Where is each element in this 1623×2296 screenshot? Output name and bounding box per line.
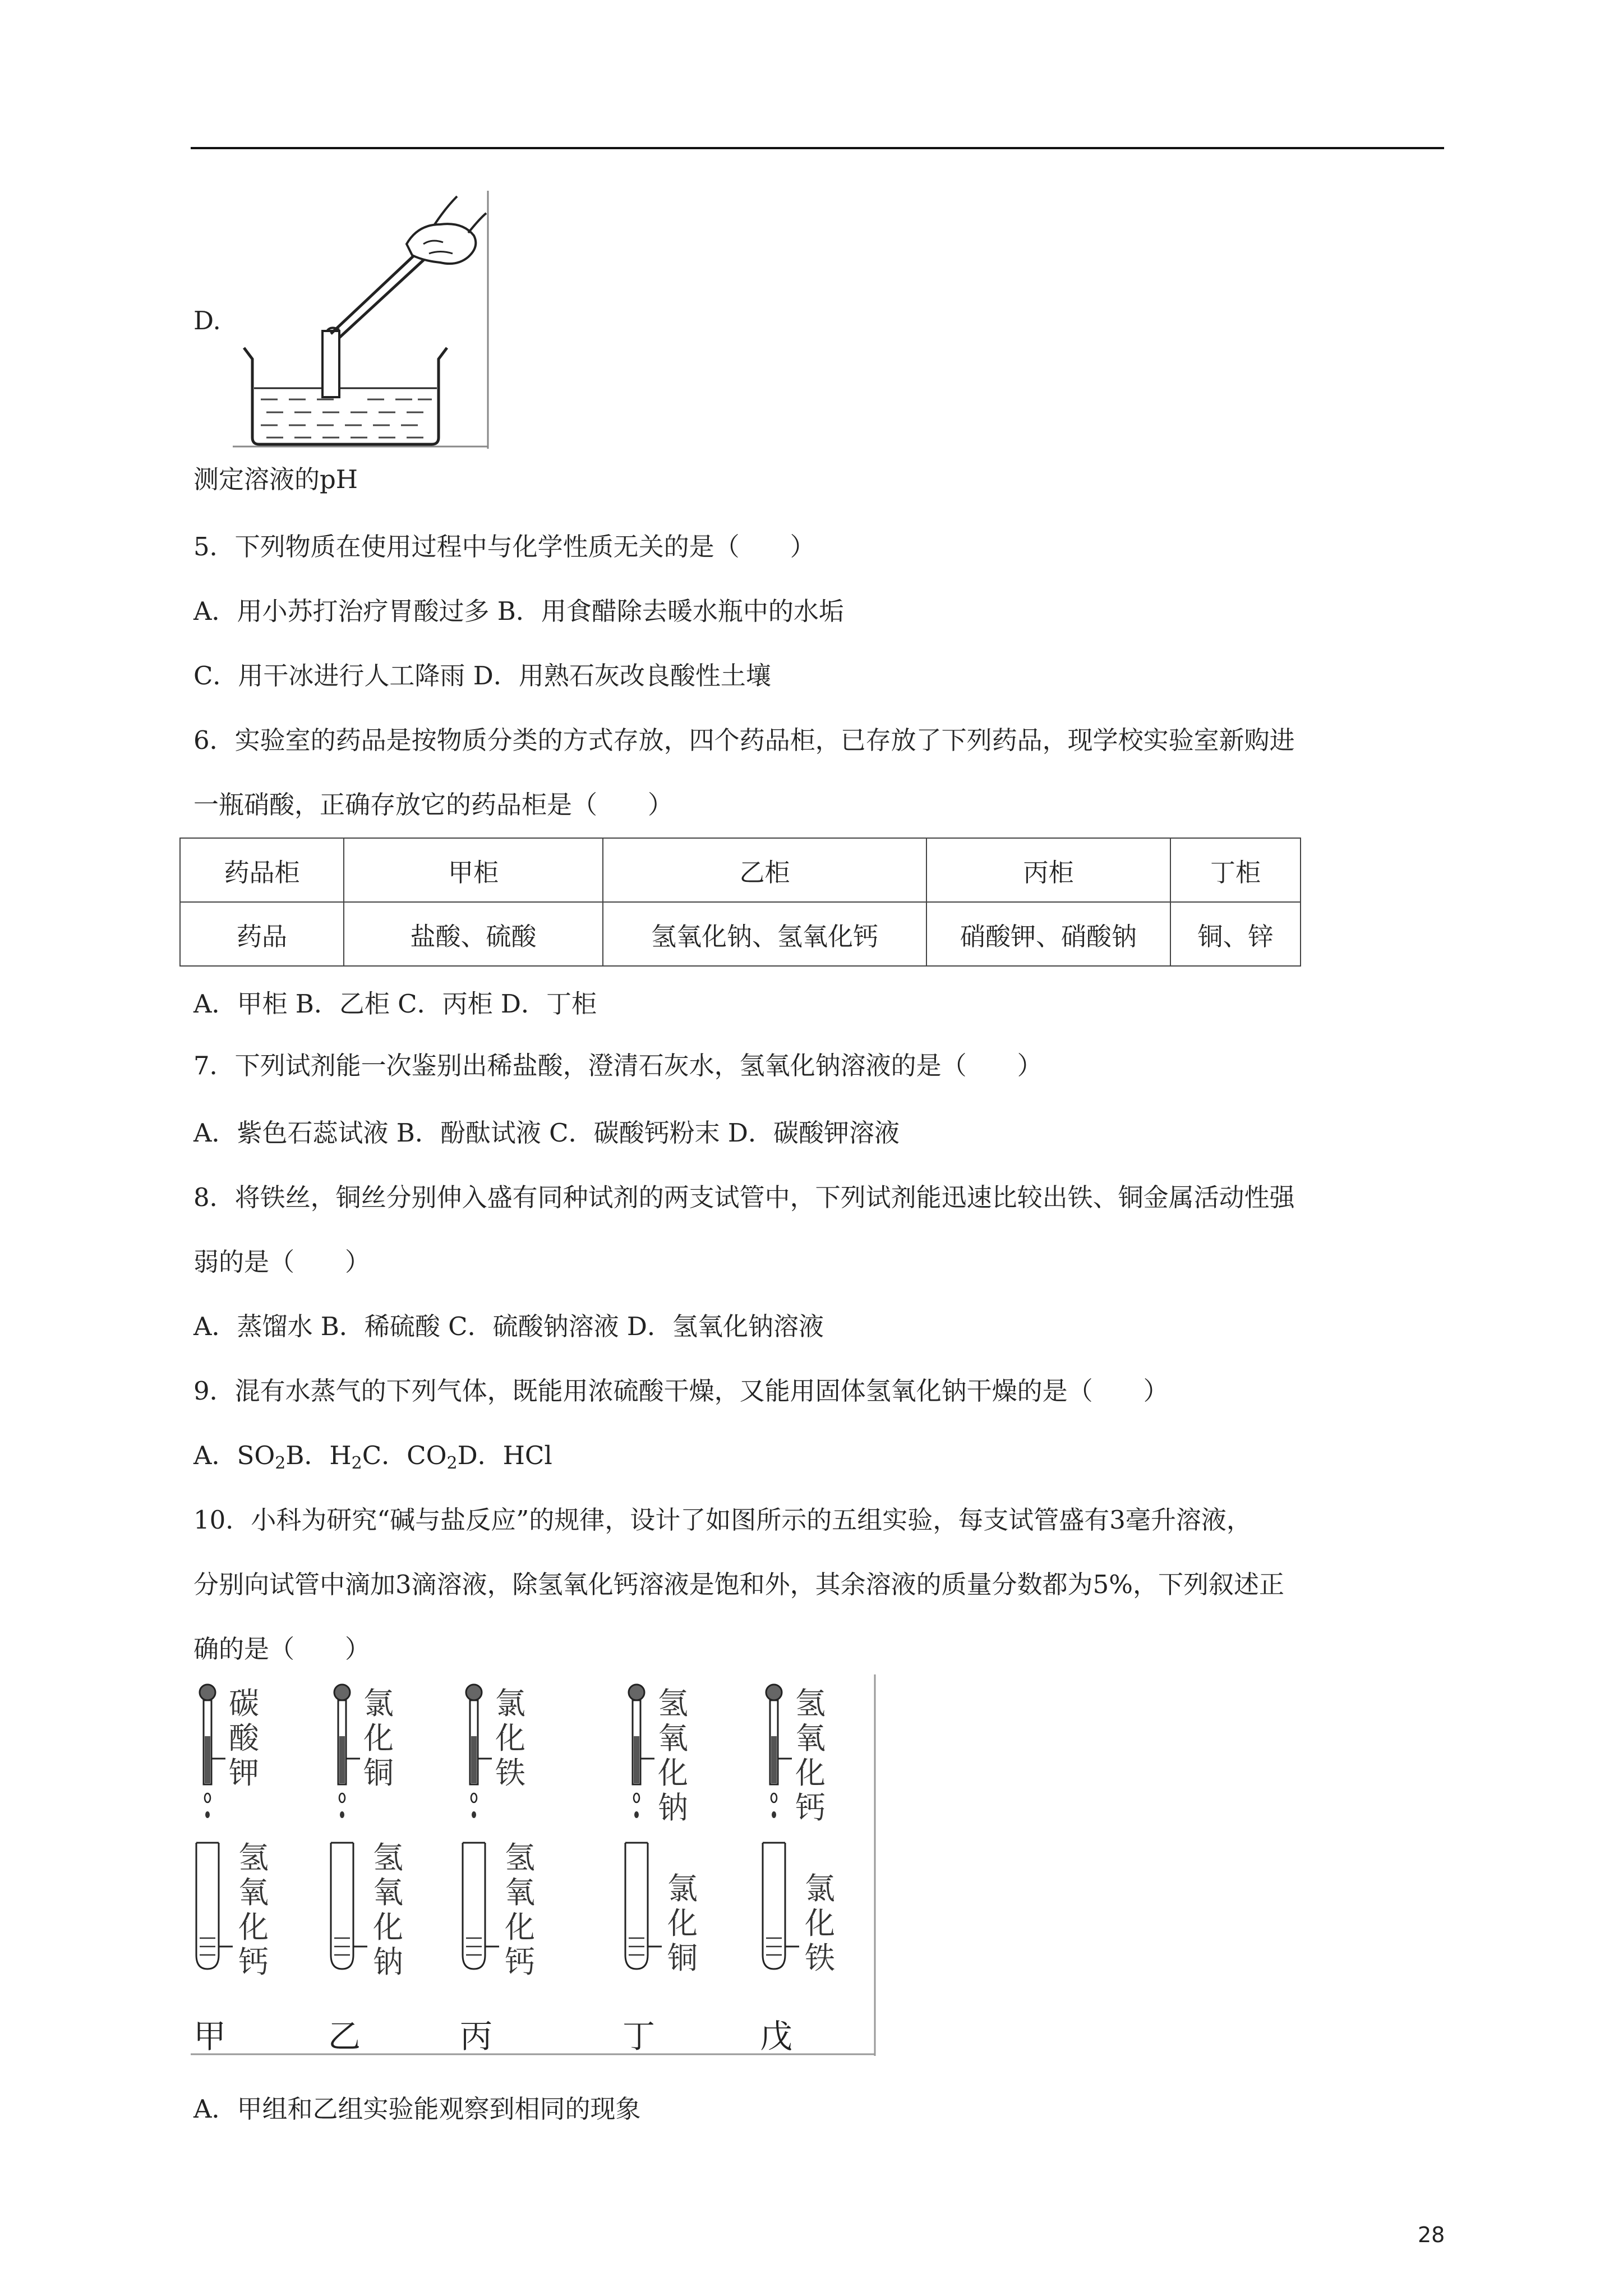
q10-stem-line1: 10．小科为研究“碱与盐反应”的规律，设计了如图所示的五组实验，每支试管盛有3毫升溶液， (193, 1505, 1252, 1535)
table-cell: 丁柜 (1170, 838, 1301, 902)
dropper-bulb (466, 1685, 482, 1700)
dropper-label: 化 (495, 1720, 525, 1756)
subscript: 2 (275, 1453, 286, 1473)
group-label: 戊 (760, 2017, 793, 2055)
tube-label: 化 (505, 1910, 535, 1945)
droplet (339, 1793, 345, 1802)
tube-label: 化 (373, 1910, 403, 1945)
droplet (772, 1811, 776, 1818)
dropper-bulb (766, 1685, 782, 1700)
subscript: 2 (446, 1453, 458, 1473)
test-tube (196, 1843, 219, 1969)
table-cell: 丙柜 (926, 838, 1170, 902)
dropper-label: 铁 (495, 1755, 525, 1791)
q10-stem-line2: 分别向试管中滴加3滴溶液，除氢氧化钙溶液是饱和外，其余溶液的质量分数都为5%，下列叙述正 (193, 1570, 1285, 1599)
dropper-label: 氧 (658, 1720, 688, 1756)
table-cell: 盐酸、硫酸 (344, 902, 603, 966)
group-label: 丙 (460, 2017, 493, 2055)
q10-option-a: A．甲组和乙组实验能观察到相同的现象 (193, 2094, 641, 2124)
dropper-label: 酸 (229, 1720, 259, 1756)
droplet (771, 1793, 777, 1802)
tube-label: 氢 (238, 1840, 269, 1875)
test-tube (625, 1843, 648, 1969)
dropper-liquid (471, 1736, 477, 1783)
tube-label: 氯 (667, 1871, 698, 1906)
tube-label: 化 (805, 1906, 835, 1941)
table-cell: 氢氧化钠、氢氧化钙 (603, 902, 926, 966)
table-row (180, 902, 1301, 966)
tube-label: 化 (238, 1910, 269, 1945)
page-number: 28 (1418, 2223, 1445, 2247)
tube-label: 氢 (505, 1840, 535, 1875)
table-cell: 乙柜 (603, 838, 926, 902)
dropper-liquid (339, 1736, 345, 1783)
header-rule (191, 147, 1444, 149)
group-label: 甲 (193, 2017, 227, 2055)
dropper-label: 铜 (363, 1755, 394, 1791)
table-cell: 铜、锌 (1170, 902, 1301, 966)
droplet (472, 1811, 476, 1818)
q5-options-ab: A．用小苏打治疗胃酸过多 B．用食醋除去暖水瓶中的水垢 (193, 596, 844, 626)
droplet (634, 1811, 639, 1818)
tube-label: 氧 (238, 1875, 269, 1910)
dropper-label: 氯 (363, 1686, 394, 1721)
dropper-label: 氢 (795, 1686, 826, 1721)
subscript: 2 (351, 1453, 362, 1473)
option-d-caption: 测定溶液的pH (193, 464, 358, 494)
table-cell: 硝酸钾、硝酸钠 (926, 902, 1170, 966)
tube-label: 化 (667, 1906, 698, 1941)
dropper-label: 化 (795, 1755, 826, 1791)
tube-label: 铁 (805, 1940, 835, 1976)
tube-label: 氯 (805, 1871, 835, 1906)
tube-label: 氧 (373, 1875, 403, 1910)
droplet (205, 1793, 210, 1802)
dropper-label: 氧 (795, 1720, 826, 1756)
q5-options-cd: C．用干冰进行人工降雨 D．用熟石灰改良酸性土壤 (193, 661, 771, 691)
q5-stem: 5．下列物质在使用过程中与化学性质无关的是（ ） (193, 532, 815, 562)
table-cell: 药品 (180, 902, 344, 966)
option-d-label: D. (193, 306, 221, 335)
q9-options (193, 1439, 552, 1480)
ph-measurement-figure (233, 191, 491, 449)
q9-option-a: A．SO (193, 1441, 275, 1470)
dropper-label: 钠 (658, 1790, 688, 1825)
table-cell: 甲柜 (344, 838, 603, 902)
test-tube-experiment-figure (191, 1674, 878, 2056)
q10-stem-line3: 确的是（ ） (193, 1634, 371, 1664)
group-label: 丁 (623, 2017, 656, 2055)
dropper-liquid (634, 1736, 639, 1783)
tube-label: 钠 (373, 1944, 403, 1980)
droplet (634, 1793, 639, 1802)
medicine-cabinet-table (179, 838, 1301, 967)
dropper-bulb (334, 1685, 350, 1700)
q6-stem-line1: 6．实验室的药品是按物质分类的方式存放，四个药品柜，已存放了下列药品，现学校实验室新购进 (193, 725, 1295, 755)
q9-option-d: D．HCl (457, 1441, 552, 1470)
dropper-bulb (200, 1685, 215, 1700)
dropper-label: 化 (658, 1755, 688, 1791)
test-tube (463, 1843, 485, 1969)
q9-option-c: C．CO (362, 1441, 447, 1470)
q6-options: A．甲柜 B．乙柜 C．丙柜 D．丁柜 (193, 989, 597, 1019)
q8-options: A．蒸馏水 B．稀硫酸 C．硫酸钠溶液 D．氢氧化钠溶液 (193, 1312, 824, 1341)
droplet (340, 1811, 344, 1818)
droplet (205, 1811, 210, 1818)
table-cell: 药品柜 (180, 838, 344, 902)
droplet (471, 1793, 477, 1802)
q8-stem-line2: 弱的是（ ） (193, 1247, 371, 1277)
q7-stem: 7．下列试剂能一次鉴别出稀盐酸，澄清石灰水，氢氧化钠溶液的是（ ） (193, 1051, 1043, 1080)
table-row (180, 838, 1301, 902)
tube-label: 铜 (667, 1940, 698, 1976)
dropper-label: 氯 (495, 1686, 525, 1721)
dropper-label: 钾 (229, 1755, 259, 1791)
q7-options: A．紫色石蕊试液 B．酚酞试液 C．碳酸钙粉末 D．碳酸钾溶液 (193, 1118, 900, 1148)
q9-stem: 9．混有水蒸气的下列气体，既能用浓硫酸干燥，又能用固体氢氧化钠干燥的是（ ） (193, 1376, 1169, 1406)
test-tube (763, 1843, 785, 1969)
tube-label: 氢 (373, 1840, 403, 1875)
dropper-liquid (771, 1736, 777, 1783)
tube-label: 钙 (238, 1944, 269, 1980)
group-label: 乙 (328, 2017, 361, 2055)
tube-label: 钙 (505, 1944, 535, 1980)
q9-option-b: B．H (285, 1441, 352, 1470)
q6-stem-line2: 一瓶硝酸，正确存放它的药品柜是（ ） (193, 790, 674, 820)
test-tube (331, 1843, 353, 1969)
dropper-label: 碳 (229, 1686, 259, 1721)
tube-label: 氧 (505, 1875, 535, 1910)
q8-stem-line1: 8．将铁丝，铜丝分别伸入盛有同种试剂的两支试管中，下列试剂能迅速比较出铁、铜金属活动性强 (193, 1182, 1295, 1212)
dropper-liquid (205, 1736, 210, 1783)
dropper-label: 氢 (658, 1686, 688, 1721)
dropper-label: 化 (363, 1720, 394, 1756)
dropper-label: 钙 (795, 1790, 826, 1825)
dropper-bulb (629, 1685, 644, 1700)
